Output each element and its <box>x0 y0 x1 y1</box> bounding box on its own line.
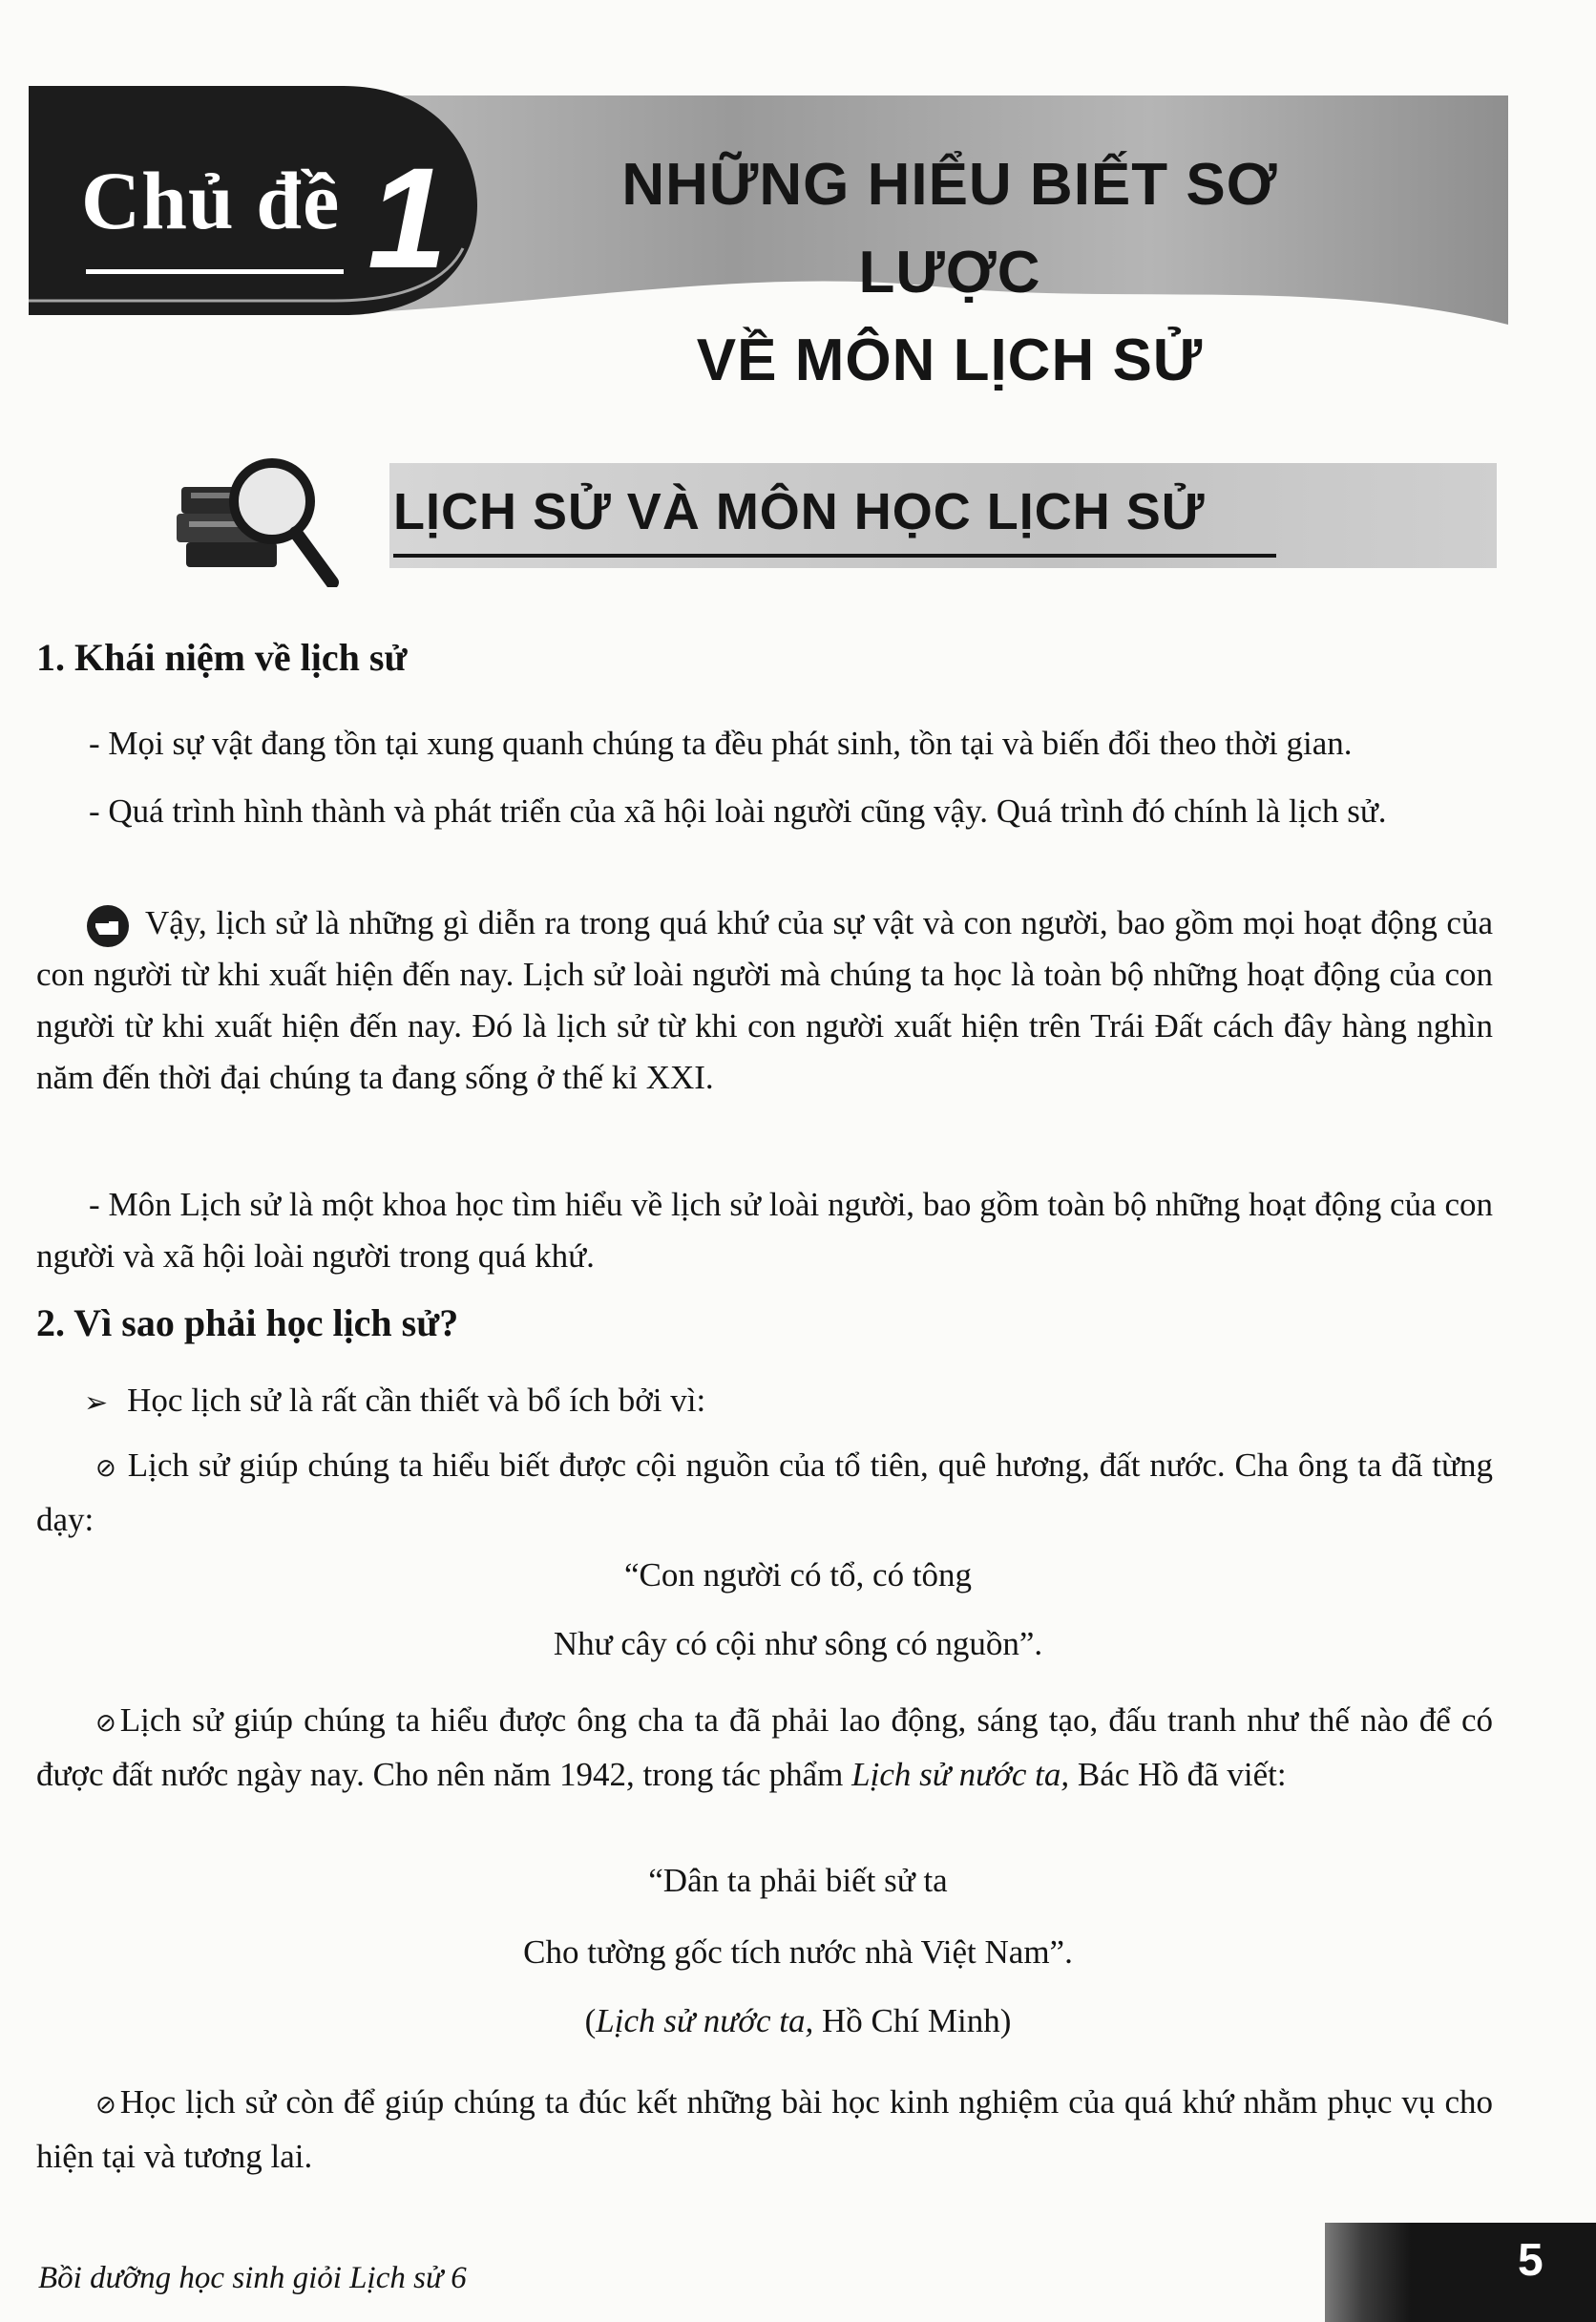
arrow-bullet-icon: ➢ <box>84 1385 109 1420</box>
bullet-struggle <box>36 1695 1493 1801</box>
quote2-line1: “Dân ta phải biết sử ta <box>648 1862 948 1899</box>
bullet-roots-text: Lịch sử giúp chúng ta hiểu biết được cội nguồn của tổ tiên, quê hương, đất nước. Cha ông ta đã từng dạy: <box>36 1446 1493 1538</box>
heading-concept-of-history: 1. Khái niệm về lịch sử <box>36 636 408 679</box>
topic-label: Chủ đề <box>81 155 341 246</box>
check-circle-icon: ⊘ <box>95 2090 116 2120</box>
paragraph-conclusion-text: Vậy, lịch sử là những gì diễn ra trong quá khứ của sự vật và con người, bao gồm mọi hoạt động của con người từ khi xuất hiện đến nay. Lịch sử loài người mà chúng ta học là toàn bộ những hoạt động của con người từ khi xuất hiện đến nay. Đó là lịch sử từ khi con người xuất hiện trên Trái Đất cách đây hàng nghìn năm đến thời đại chúng ta đang sống ở thế kỉ XXI. <box>36 904 1493 1096</box>
intro-line <box>84 1375 1487 1429</box>
quote2-source-author: Hồ Chí Minh) <box>813 2002 1012 2039</box>
footer-book-title: Bồi dưỡng học sinh giỏi Lịch sử 6 <box>38 2261 467 2295</box>
section-title: LỊCH SỬ VÀ MÔN HỌC LỊCH SỬ <box>393 483 1206 540</box>
book-title-italic: Lịch sử nước ta, <box>851 1755 1070 1793</box>
quote2-line2: Cho tường gốc tích nước nhà Việt Nam”. <box>523 1933 1073 1971</box>
quote2-source <box>0 2002 1596 2040</box>
quote2-source-open: ( <box>584 2002 597 2039</box>
bullet-lessons <box>36 2077 1493 2183</box>
paragraph-p2: - Quá trình hình thành và phát triển của xã hội loài người cũng vậy. Quá trình đó chính là lịch sử. <box>89 792 1387 830</box>
heading-why-study-history: 2. Vì sao phải học lịch sử? <box>36 1301 459 1344</box>
topic-label-underline <box>86 269 344 274</box>
paragraph-p4: - Môn Lịch sử là một khoa học tìm hiểu về lịch sử loài người, bao gồm toàn bộ những hoạt động của con người và xã hội loài người trong quá khứ. <box>36 1186 1493 1275</box>
bullet-struggle-text-a: Lịch sử giúp chúng ta hiểu được ông cha ta đã phải lao động, sáng tạo, đấu tranh như thế nào để có được đất nước ngày nay. Cho nên năm 1942, trong tác phẩm <box>36 1701 1493 1793</box>
bullet-struggle-text-b: Bác Hồ đã viết: <box>1069 1755 1287 1793</box>
quote1-line2: Như cây có cội như sông có nguồn”. <box>553 1625 1043 1662</box>
quote1-line1: “Con người có tổ, có tông <box>623 1556 973 1594</box>
paragraph-p1: - Mọi sự vật đang tồn tại xung quanh chúng ta đều phát sinh, tồn tại và biến đổi theo thời gian. <box>89 725 1353 762</box>
page-number-box <box>1325 2223 1596 2322</box>
paragraph-conclusion <box>36 897 1493 1104</box>
page-number: 5 <box>1518 2235 1544 2286</box>
quote2-source-work: Lịch sử nước ta, <box>596 2002 814 2039</box>
intro-text: Học lịch sử là rất cần thiết và bổ ích bởi vì: <box>127 1382 706 1419</box>
topic-banner <box>29 86 1508 393</box>
pointing-hand-icon <box>86 904 130 948</box>
section-title-underline <box>393 554 1276 558</box>
bullet-roots <box>36 1440 1493 1546</box>
topic-title <box>544 141 1355 405</box>
topic-title-line1: NHỮNG HIỂU BIẾT SƠ LƯỢC <box>621 152 1278 306</box>
check-circle-icon: ⊘ <box>95 1708 116 1738</box>
topic-number: 1 <box>368 137 448 298</box>
topic-title-line2: VỀ MÔN LỊCH SỬ <box>696 327 1204 393</box>
magnifier-books-icon <box>172 449 344 587</box>
bullet-lessons-text: Học lịch sử còn để giúp chúng ta đúc kết những bài học kinh nghiệm của quá khứ nhằm phục vụ cho hiện tại và tương lai. <box>36 2083 1493 2175</box>
check-circle-icon: ⊘ <box>95 1453 116 1483</box>
